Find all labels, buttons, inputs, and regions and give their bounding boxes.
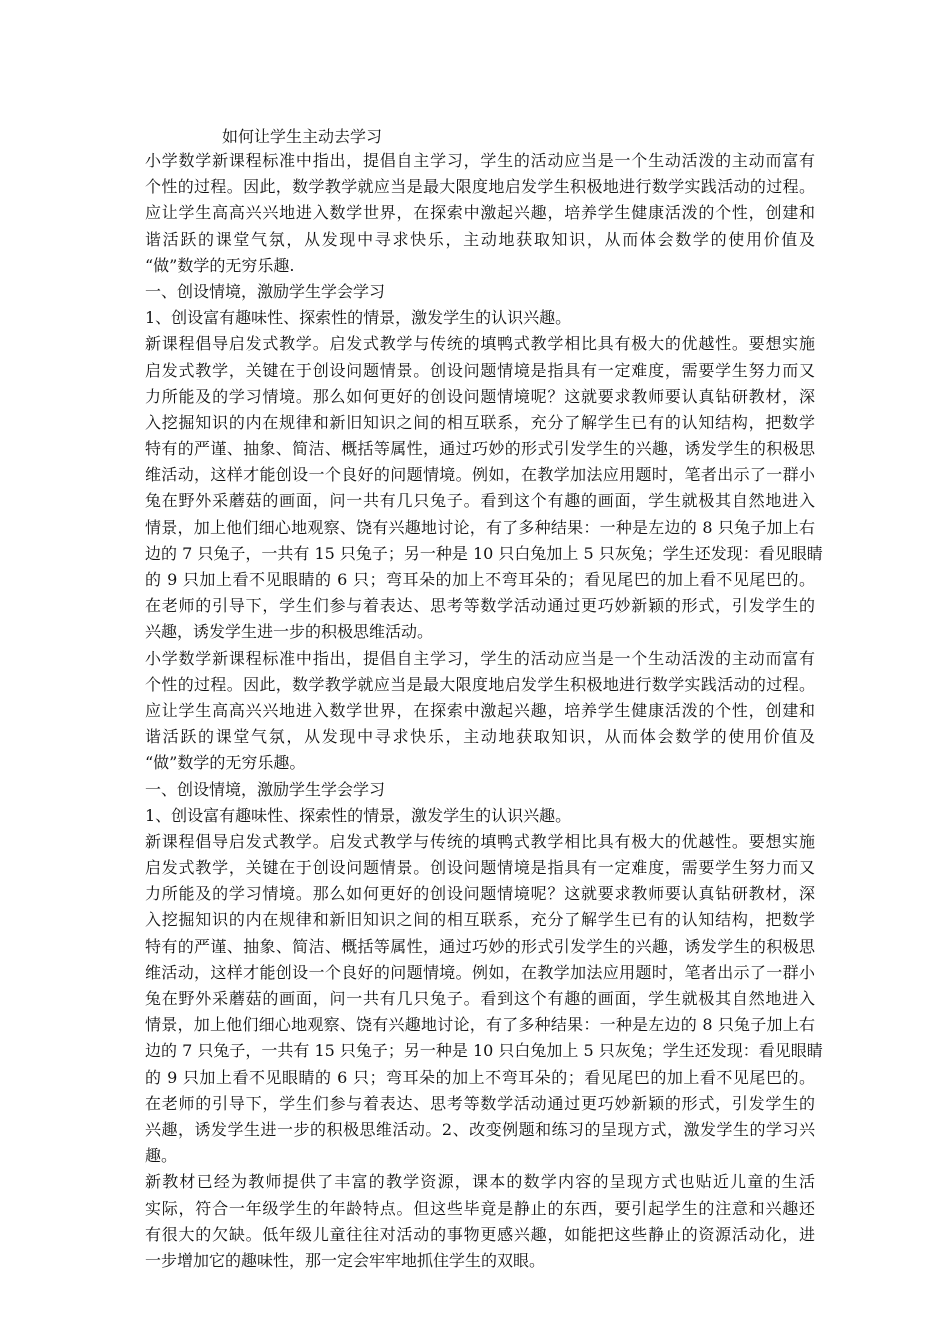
text-line: 入挖掘知识的内在规律和新旧知识之间的相互联系，充分了解学生已有的认知结构，把数学 [145, 910, 815, 930]
text-line: 边的 7 只兔子，一共有 15 只兔子；另一种是 10 只白兔加上 5 只灰兔；学生还发现：看见眼睛 [145, 1041, 823, 1061]
text-line: 应让学生高高兴兴地进入数学世界，在探索中激起兴趣，培养学生健康活泼的个性，创建和 [145, 700, 815, 720]
text-line: 实际，符合一年级学生的年龄特点。但这些毕竟是静止的东西，要引起学生的注意和兴趣还 [145, 1198, 815, 1218]
text-line: 维活动，这样才能创设一个良好的问题情境。例如，在教学加法应用题时，笔者出示了一群小 [145, 465, 815, 485]
text-line: 的 9 只加上看不见眼睛的 6 只；弯耳朵的加上不弯耳朵的；看见尾巴的加上看不见尾巴的。 [145, 570, 815, 589]
text-line: 1、创设富有趣味性、探索性的情景，激发学生的认识兴趣。 [145, 308, 572, 328]
text-line: 一步增加它的趣味性，那一定会牢牢地抓住学生的双眼。 [145, 1250, 546, 1270]
text-line: 小学数学新课程标准中指出，提倡自主学习，学生的活动应当是一个生动活泼的主动而富有 [145, 648, 815, 668]
text-line: 维活动，这样才能创设一个良好的问题情境。例如，在教学加法应用题时，笔者出示了一群小 [145, 962, 815, 982]
text-line: 边的 7 只兔子，一共有 15 只兔子；另一种是 10 只白兔加上 5 只灰兔；学生还发现：看见眼睛 [145, 543, 823, 563]
text-line: 有很大的欠缺。低年级儿童往往对活动的事物更感兴趣，如能把这些静止的资源活动化，进 [145, 1224, 815, 1244]
text-line: 小学数学新课程标准中指出，提倡自主学习，学生的活动应当是一个生动活泼的主动而富有 [145, 151, 815, 170]
text-line: 力所能及的学习情境。那么如何更好的创设问题情境呢？这就要求教师要认真钻研教材，深 [145, 884, 815, 904]
document-title: 如何让学生主动去学习 [222, 127, 383, 146]
text-line: 新课程倡导启发式教学。启发式教学与传统的填鸭式教学相比具有极大的优越性。要想实施 [145, 334, 815, 354]
text-line: 兴趣，诱发学生进一步的积极思维活动。2、改变例题和练习的呈现方式，激发学生的学习兴 [145, 1119, 815, 1139]
text-line: 特有的严谨、抽象、简洁、概括等属性，通过巧妙的形式引发学生的兴趣，诱发学生的积极思 [145, 936, 815, 956]
text-line: 谐活跃的课堂气氛，从发现中寻求快乐，主动地获取知识，从而体会数学的使用价值及 [145, 727, 815, 747]
text-line: 兴趣，诱发学生进一步的积极思维活动。 [145, 622, 434, 642]
text-line: 一、创设情境，激励学生学会学习 [145, 779, 386, 799]
text-line: 兔在野外采蘑菇的画面，问一共有几只兔子。看到这个有趣的画面，学生就极其自然地进入 [145, 491, 815, 511]
text-line: 在老师的引导下，学生们参与着表达、思考等数学活动通过更巧妙新颖的形式，引发学生的 [145, 1093, 815, 1113]
text-line: 启发式教学，关键在于创设问题情景。创设问题情境是指具有一定难度，需要学生努力而又 [145, 360, 815, 380]
text-line: 应让学生高高兴兴地进入数学世界，在探索中激起兴趣，培养学生健康活泼的个性，创建和 [145, 203, 815, 223]
text-line: 新课程倡导启发式教学。启发式教学与传统的填鸭式教学相比具有极大的优越性。要想实施 [145, 831, 815, 851]
text-line: 兔在野外采蘑菇的画面，问一共有几只兔子。看到这个有趣的画面，学生就极其自然地进入 [145, 989, 815, 1008]
text-line: “做”数学的无穷乐趣。 [145, 753, 306, 773]
document-body [145, 148, 823, 1274]
text-line: “做”数学的无穷乐趣. [145, 255, 295, 275]
text-line: 的 9 只加上看不见眼睛的 6 只；弯耳朵的加上不弯耳朵的；看见尾巴的加上看不见尾巴的。 [145, 1067, 815, 1087]
text-line: 谐活跃的课堂气氛，从发现中寻求快乐，主动地获取知识，从而体会数学的使用价值及 [145, 229, 815, 249]
text-line: 启发式教学，关键在于创设问题情景。创设问题情境是指具有一定难度，需要学生努力而又 [145, 858, 815, 878]
text-line: 特有的严谨、抽象、简洁、概括等属性，通过巧妙的形式引发学生的兴趣，诱发学生的积极思 [145, 439, 815, 459]
text-line: 1、创设富有趣味性、探索性的情景，激发学生的认识兴趣。 [145, 805, 572, 825]
text-line: 情景，加上他们细心地观察、饶有兴趣地讨论，有了多种结果：一种是左边的 8 只兔子加上右 [145, 517, 815, 537]
text-line: 个性的过程。因此，数学教学就应当是最大限度地启发学生积极地进行数学实践活动的过程。 [145, 674, 815, 694]
text-line: 一、创设情境，激励学生学会学习 [145, 281, 386, 301]
text-line: 在老师的引导下，学生们参与着表达、思考等数学活动通过更巧妙新颖的形式，引发学生的 [145, 596, 815, 616]
text-line: 个性的过程。因此，数学教学就应当是最大限度地启发学生积极地进行数学实践活动的过程。 [145, 177, 815, 197]
text-line: 情景，加上他们细心地观察、饶有兴趣地讨论，有了多种结果：一种是左边的 8 只兔子加上右 [145, 1015, 815, 1035]
text-line: 入挖掘知识的内在规律和新旧知识之间的相互联系，充分了解学生已有的认知结构，把数学 [145, 412, 815, 432]
text-line: 新教材已经为教师提供了丰富的教学资源，课本的数学内容的呈现方式也贴近儿童的生活 [145, 1172, 815, 1192]
text-line: 力所能及的学习情境。那么如何更好的创设问题情境呢？这就要求教师要认真钻研教材，深 [145, 386, 815, 406]
text-line: 趣。 [145, 1146, 178, 1166]
